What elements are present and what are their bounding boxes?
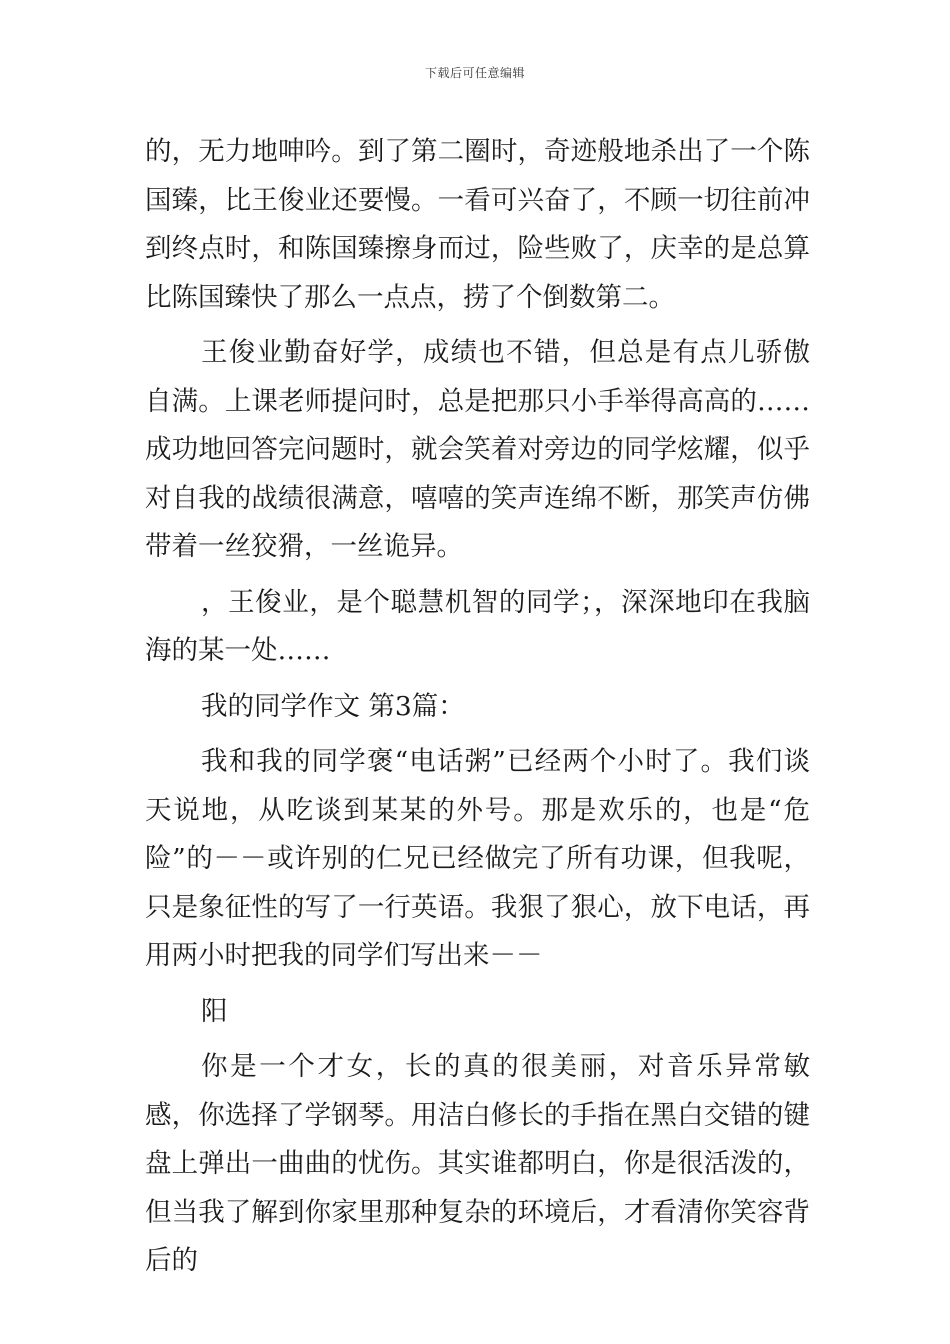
page-header: 下载后可任意编辑: [424, 66, 525, 80]
paragraph-4: 我和我的同学褒“电话粥”已经两个小时了。我们谈天说地，从吃谈到某某的外号。那是欢乐的，也是“危险”的－－或许别的仁兄已经做完了所有功课，但我呢，只是象征性的写了一行英语。我狠了狠心，放下电话，再用两小时把我的同学们写出来－－: [145, 746, 810, 971]
paragraph-1: 的，无力地呻吟。到了第二圈时，奇迹般地杀出了一个陈国臻，比王俊业还要慢。一看可兴奋了，不顾一切往前冲到终点时，和陈国臻擦身而过，险些败了，庆幸的是总算比陈国臻快了那么一点点，捞了个倒数第二。: [145, 136, 810, 313]
paragraph-3: ，王俊业，是个聪慧机智的同学；，深深地印在我脑海的某一处……: [145, 586, 810, 666]
paragraph-5: 阳: [201, 995, 228, 1027]
section-heading: 我的同学作文 第3篇：: [201, 690, 465, 722]
document-body: [145, 128, 810, 1286]
paragraph-6: 你是一个才女，长的真的很美丽，对音乐异常敏感，你选择了学钢琴。用洁白修长的手指在黑白交错的键盘上弹出一曲曲的忧伤。其实谁都明白，你是很活泼的，但当我了解到你家里那种复杂的环境后，才看清你笑容背后的: [145, 1051, 810, 1276]
paragraph-2: 王俊业勤奋好学，成绩也不错，但总是有点儿骄傲自满。上课老师提问时，总是把那只小手举得高高的……成功地回答完问题时，就会笑着对旁边的同学炫耀，似乎对自我的战绩很满意，嘻嘻的笑声连绵不断，那笑声仿佛带着一丝狡猾，一丝诡异。: [145, 337, 810, 562]
